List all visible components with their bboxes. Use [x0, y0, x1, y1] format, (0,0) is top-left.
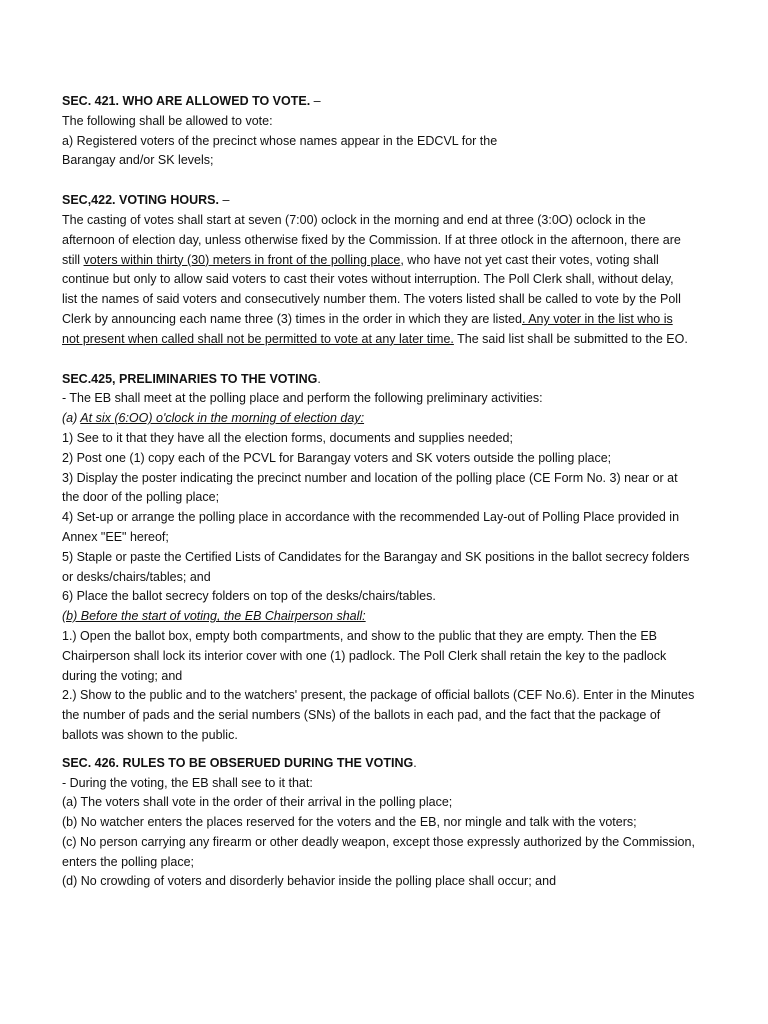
list-item: 2.) Show to the public and to the watchers' present, the package of official ballots (CEF No.6). Enter in the Minutes: [62, 688, 695, 703]
subsection-a-heading: [62, 409, 712, 429]
section-421-line: a) Registered voters of the precinct whose names appear in the EDCVL for the: [62, 133, 498, 148]
list-item: (c) No person carrying any firearm or other deadly weapon, except those expressly authorized by the Commission,: [62, 834, 695, 849]
list-item: 5) Staple or paste the Certified Lists of Candidates for the Barangay and SK positions in the ballot secrecy folders: [62, 549, 690, 564]
list-item: 6) Place the ballot secrecy folders on top of the desks/chairs/tables.: [62, 589, 436, 604]
section-421-line: Barangay and/or SK levels;: [62, 153, 214, 168]
text-run: still: [62, 252, 84, 267]
section-422-line: list the names of said voters and consecutively number them. The voters listed shall be called to vote by the Poll: [62, 292, 681, 307]
document-body: [62, 92, 712, 892]
section-426-title: SEC. 426. RULES TO BE OBSERUED DURING THE VOTING: [62, 755, 414, 770]
text-run: The said list shall be submitted to the EO.: [453, 331, 688, 346]
section-422-line: [62, 310, 712, 330]
text-run: , who have not yet cast their votes, voting shall: [400, 252, 659, 267]
underlined-text: . Any voter in the list who is: [521, 311, 673, 326]
list-item: enters the polling place;: [62, 854, 195, 869]
section-425-period: .: [317, 371, 321, 386]
section-425-intro: - The EB shall meet at the polling place and perform the following preliminary activities:: [62, 391, 543, 406]
section-422-line: [62, 330, 712, 350]
section-421-dash: –: [310, 94, 321, 108]
text-run: (a): [62, 411, 81, 426]
list-item: Annex "EE" hereof;: [62, 529, 169, 544]
section-421-heading: [62, 92, 712, 112]
text-run: Clerk by announcing each name three (3) times in the order in which they are listed: [62, 311, 522, 326]
section-422-dash: –: [218, 193, 230, 208]
section-422-line: afternoon of election day, unless otherwise fixed by the Commission. If at three otlock in the afternoon, there are: [62, 232, 681, 247]
list-item: during the voting; and: [62, 668, 183, 683]
section-426-period: .: [413, 755, 417, 770]
section-422-line: continue but only to allow said voters to cast their votes without interruption. The Poll Clerk shall, without delay,: [62, 272, 674, 287]
underlined-text: voters within thirty (30) meters in front of the polling place: [83, 252, 401, 267]
section-426-heading: [62, 754, 712, 774]
section-425-title: SEC.425, PRELIMINARIES TO THE VOTING: [62, 371, 318, 386]
list-item: 1) See to it that they have all the election forms, documents and supplies needed;: [62, 430, 513, 445]
list-item: 1.) Open the ballot box, empty both compartments, and show to the public that they are empty. Then the EB: [62, 628, 658, 643]
list-item: 3) Display the poster indicating the precinct number and location of the polling place (CE Form No. 3) near or at: [62, 470, 678, 485]
spacer: [62, 171, 712, 191]
section-422-heading: [62, 191, 712, 211]
section-422-title: SEC,422. VOTING HOURS.: [62, 193, 219, 208]
section-422-line: [62, 251, 712, 271]
section-421-title: SEC. 421. WHO ARE ALLOWED TO VOTE.: [62, 94, 311, 108]
list-item: the number of pads and the serial numbers (SNs) of the ballots in each pad, and the fact that the package of: [62, 708, 661, 723]
list-item: 2) Post one (1) copy each of the PCVL for Barangay voters and SK voters outside the polling place;: [62, 450, 612, 465]
list-item: the door of the polling place;: [62, 490, 220, 505]
subsection-b-heading: (b) Before the start of voting, the EB Chairperson shall:: [62, 609, 366, 624]
section-422-line: The casting of votes shall start at seven (7:00) oclock in the morning and end at three (3:0O) oclock in the: [62, 212, 646, 227]
section-425-heading: [62, 370, 712, 390]
list-item: (a) The voters shall vote in the order of their arrival in the polling place;: [62, 795, 453, 810]
list-item: 4) Set-up or arrange the polling place in accordance with the recommended Lay-out of Polling Place provided in: [62, 510, 680, 525]
spacer: [62, 350, 712, 370]
list-item: Chairperson shall lock its interior cover with one (1) padlock. The Poll Clerk shall retain the key to the padlock: [62, 648, 667, 663]
section-421-line: The following shall be allowed to vote:: [62, 113, 273, 128]
list-item: (b) No watcher enters the places reserved for the voters and the EB, nor mingle and talk with the voters;: [62, 815, 637, 830]
list-item: ballots was shown to the public.: [62, 727, 238, 742]
spacer: [62, 746, 712, 754]
underlined-text: At six (6:OO) o'clock in the morning of election day:: [80, 411, 365, 426]
list-item: or desks/chairs/tables; and: [62, 569, 211, 584]
underlined-text: not present when called shall not be permitted to vote at any later time.: [62, 331, 454, 346]
list-item: - During the voting, the EB shall see to it that:: [62, 775, 313, 790]
list-item: (d) No crowding of voters and disorderly behavior inside the polling place shall occur; and: [62, 874, 557, 889]
